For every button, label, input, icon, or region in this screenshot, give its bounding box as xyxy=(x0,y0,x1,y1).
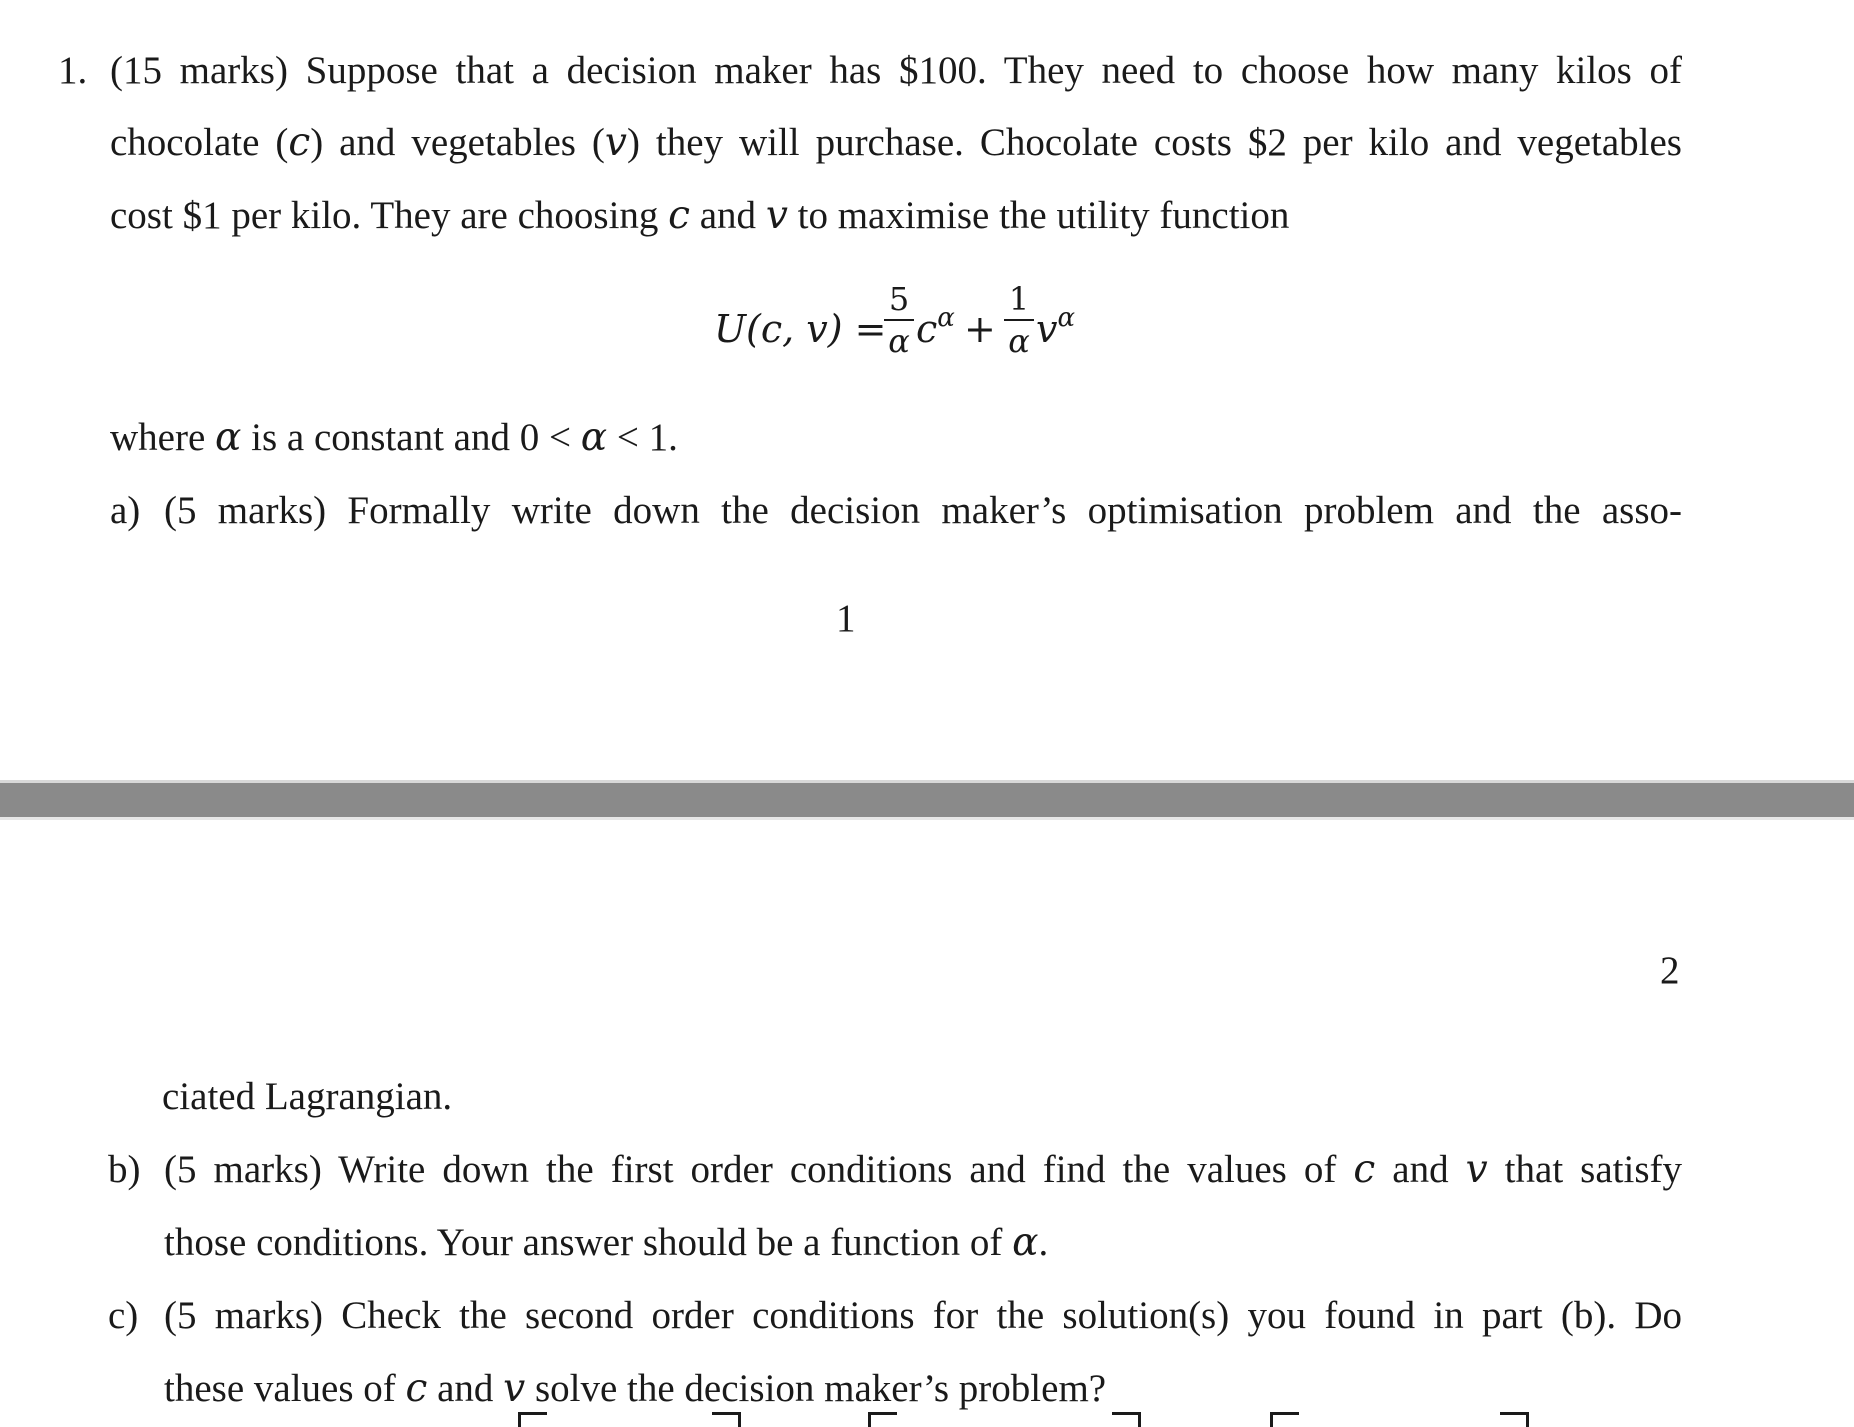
question-text-1: (15 marks) Suppose that a decision maker has $100. They need to choose how many kilos of xyxy=(110,49,1682,92)
part-b-line-2 xyxy=(164,1220,1048,1266)
eq-fraction-2 xyxy=(1004,282,1034,358)
page-separator xyxy=(0,780,1854,820)
part-b-line-1 xyxy=(164,1147,1682,1193)
part-a-label: a) xyxy=(110,489,141,532)
where-line xyxy=(110,415,678,461)
var-c: c xyxy=(668,193,690,238)
eq-denominator-2: α xyxy=(1008,322,1030,360)
text-span: < 1. xyxy=(607,416,678,459)
eq-term-2 xyxy=(1036,303,1076,357)
text-span: and xyxy=(427,1367,504,1410)
matrix-bracket-right-1 xyxy=(712,1412,741,1427)
eq-numerator-2: 1 xyxy=(1008,280,1030,318)
text-span: cost $1 per kilo. They are choosing xyxy=(110,194,669,237)
part-c-line-1 xyxy=(164,1293,1682,1339)
var-v: v xyxy=(765,193,788,238)
var-v: v xyxy=(604,120,627,165)
page-number-2: 2 xyxy=(1660,949,1680,992)
text-span: is a constant and 0 < xyxy=(241,416,581,459)
text-span: and xyxy=(1375,1148,1466,1191)
question-line-2 xyxy=(110,120,1682,166)
part-a-text xyxy=(164,488,1682,534)
matrix-bracket-left-1 xyxy=(518,1412,547,1427)
matrix-bracket-left-2 xyxy=(868,1412,897,1427)
matrix-bracket-right-3 xyxy=(1500,1412,1529,1427)
var-c: c xyxy=(405,1366,428,1411)
text-span: to maximise the utility function xyxy=(787,194,1290,237)
eq-plus: + xyxy=(964,307,996,351)
part-b-label: b) xyxy=(108,1148,141,1191)
text-span: (5 marks) Check the second order conditions for the solution(s) you found in part (b). Do xyxy=(164,1294,1682,1337)
var-c: c xyxy=(916,307,938,351)
text-span: ) they will purchase. Chocolate costs $2 per kilo and vegetables xyxy=(626,121,1682,164)
var-c: c xyxy=(288,120,311,165)
var-v: v xyxy=(1036,307,1058,351)
eq-fraction-1 xyxy=(884,282,914,358)
page-number-1: 1 xyxy=(836,597,856,640)
text-span: where xyxy=(110,416,216,459)
part-c-label: c) xyxy=(108,1294,139,1337)
var-alpha: α xyxy=(580,415,608,460)
exponent: α xyxy=(1057,303,1076,333)
text-span: chocolate ( xyxy=(110,121,289,164)
var-v: v xyxy=(503,1366,526,1411)
exponent: α xyxy=(937,303,955,333)
var-alpha: α xyxy=(215,415,242,460)
text-span: solve the decision maker’s problem? xyxy=(525,1367,1107,1410)
text-span: that satisfy xyxy=(1487,1148,1683,1191)
text-span: (5 marks) Formally write down the decision maker’s optimisation problem and the asso- xyxy=(164,489,1682,532)
question-line-3 xyxy=(110,193,1289,239)
question-line-1 xyxy=(110,48,1682,94)
text-span: ) and vegetables ( xyxy=(310,121,605,164)
text-span: . xyxy=(1038,1221,1049,1264)
text-span: (5 marks) Write down the first order conditions and find the values of xyxy=(164,1148,1354,1191)
eq-denominator-1: α xyxy=(888,322,910,360)
eq-term-1 xyxy=(916,303,955,357)
matrix-bracket-left-3 xyxy=(1270,1412,1299,1427)
question-number: 1. xyxy=(58,49,88,92)
eq-numerator-1: 5 xyxy=(888,280,910,318)
eq-lhs: U(c, v) = xyxy=(714,307,887,351)
part-c-line-2 xyxy=(164,1366,1106,1412)
matrix-bracket-right-2 xyxy=(1112,1412,1141,1427)
text-span: these values of xyxy=(164,1367,406,1410)
var-c: c xyxy=(1353,1147,1376,1192)
text-span: and xyxy=(690,194,766,237)
text-span: those conditions. Your answer should be a function of xyxy=(164,1221,1013,1264)
part-a-continued: ciated Lagrangian. xyxy=(162,1075,453,1118)
var-v: v xyxy=(1465,1147,1488,1192)
var-alpha: α xyxy=(1012,1220,1039,1265)
